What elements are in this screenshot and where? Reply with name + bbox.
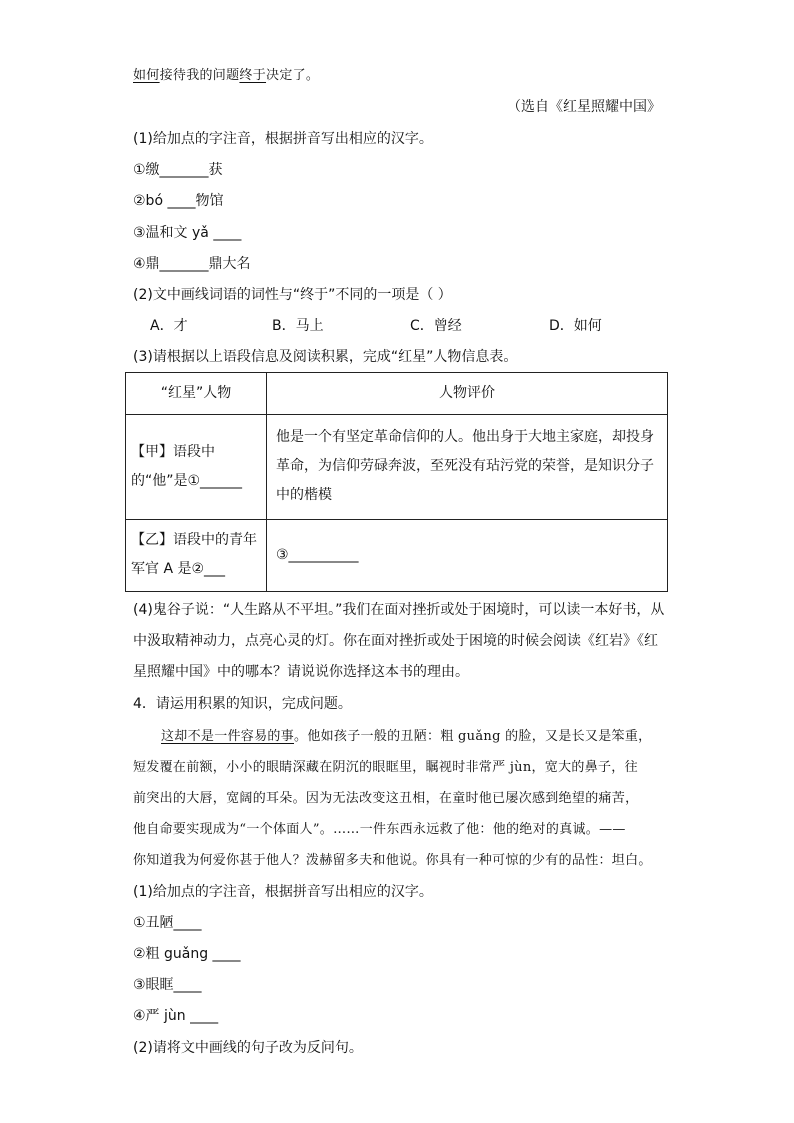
underlined-word-zhongyu: 终于 [239, 68, 267, 83]
table-header-character: “红星”人物 [126, 373, 267, 415]
q4-title: 4．请运用积累的知识，完成问题。 [133, 696, 352, 712]
underlined-word-ruhe: 如何 [133, 68, 160, 83]
q4-passage-line-5: 你知道我为何爱你甚于他人？泼赫留多夫和他说。你具有一种可惊的少有的品性：坦白。 [133, 853, 652, 868]
q4-passage-line-4: 他自命要实现成为“一个体面人”。……一件东西永远救了他：他的绝对的真诚。—— [133, 822, 626, 837]
row2-character-cell: 【乙】语段中的青年军官 A 是②___ [126, 519, 267, 591]
underlined-sentence: 这却不是一件容易的事 [161, 729, 295, 744]
table-header-evaluation: 人物评价 [267, 373, 668, 415]
option-d: D．如何 [549, 318, 602, 334]
q4-p1-instruction: (1)给加点的字注音，根据拼音写出相应的汉字。 [133, 884, 433, 900]
q4-p1-item-3: ③眼眶____ [133, 977, 202, 993]
source-note: （选自《红星照耀中国》 [507, 99, 661, 115]
table-row [126, 415, 668, 519]
q3-p4-line-1: (4)鬼谷子说：“人生路从不平坦。”我们在面对挫折或处于困境时，可以读一本好书，从 [133, 602, 665, 618]
q3-p4-line-3: 星照耀中国》中的哪本？请说说你选择这本书的理由。 [133, 664, 469, 680]
character-info-table [125, 372, 668, 592]
q3-p1-item-4: ④鼎_______鼎大名 [133, 256, 251, 272]
option-c: C．曾经 [410, 318, 462, 334]
q4-p1-item-2: ②粗 guǎng ____ [133, 946, 241, 962]
q4-p1-item-1: ①丑陋____ [133, 915, 202, 931]
q4-p2-question: (2)请将文中画线的句子改为反问句。 [133, 1040, 363, 1056]
option-a: A．才 [150, 318, 188, 334]
q4-passage-line-2: 短发覆在前额，小小的眼睛深藏在阴沉的眼眶里，瞩视时非常严 jùn，宽大的鼻子，往 [133, 760, 638, 775]
q3-p1-item-2: ②bó ____物馆 [133, 193, 224, 209]
q4-p1-item-4: ④严 jùn ____ [133, 1008, 219, 1024]
option-b: B．马上 [272, 318, 324, 334]
q3-p1-item-1: ①缴_______获 [133, 162, 223, 178]
row1-evaluation-cell: 他是一个有坚定革命信仰的人。他出身于大地主家庭，却投身革命，为信仰劳碌奔波，至死没有玷污党的荣誉，是知识分子中的楷模 [267, 415, 668, 519]
table-header-row [126, 373, 668, 415]
q3-p1-item-3: ③温和文 yǎ ____ [133, 225, 242, 241]
table-row [126, 519, 668, 591]
q4-passage-line-1: 这却不是一件容易的事。他如孩子一般的丑陋：粗 guǎng 的脸，又是长又是笨重， [161, 729, 652, 744]
q3-p4-line-2: 中汲取精神动力，点亮心灵的灯。你在面对挫折或处于困境的时候会阅读《红岩》《红 [133, 633, 658, 649]
passage-last-line: 如何接待我的问题终于决定了。 [133, 68, 320, 83]
q3-p1-instruction: (1)给加点的字注音，根据拼音写出相应的汉字。 [133, 131, 433, 147]
row1-character-cell: 【甲】语段中的“他”是①______ [126, 415, 267, 519]
q4-passage-line-3: 前突出的大唇，宽阔的耳朵。因为无法改变这丑相，在童时他已屡次感到绝望的痛苦， [133, 791, 639, 806]
q3-p2-question: (2)文中画线词语的词性与“终于”不同的一项是（ ） [133, 287, 452, 303]
row2-evaluation-cell: ③__________ [267, 519, 668, 591]
q3-p3-instruction: (3)请根据以上语段信息及阅读积累，完成“红星”人物信息表。 [133, 349, 518, 365]
